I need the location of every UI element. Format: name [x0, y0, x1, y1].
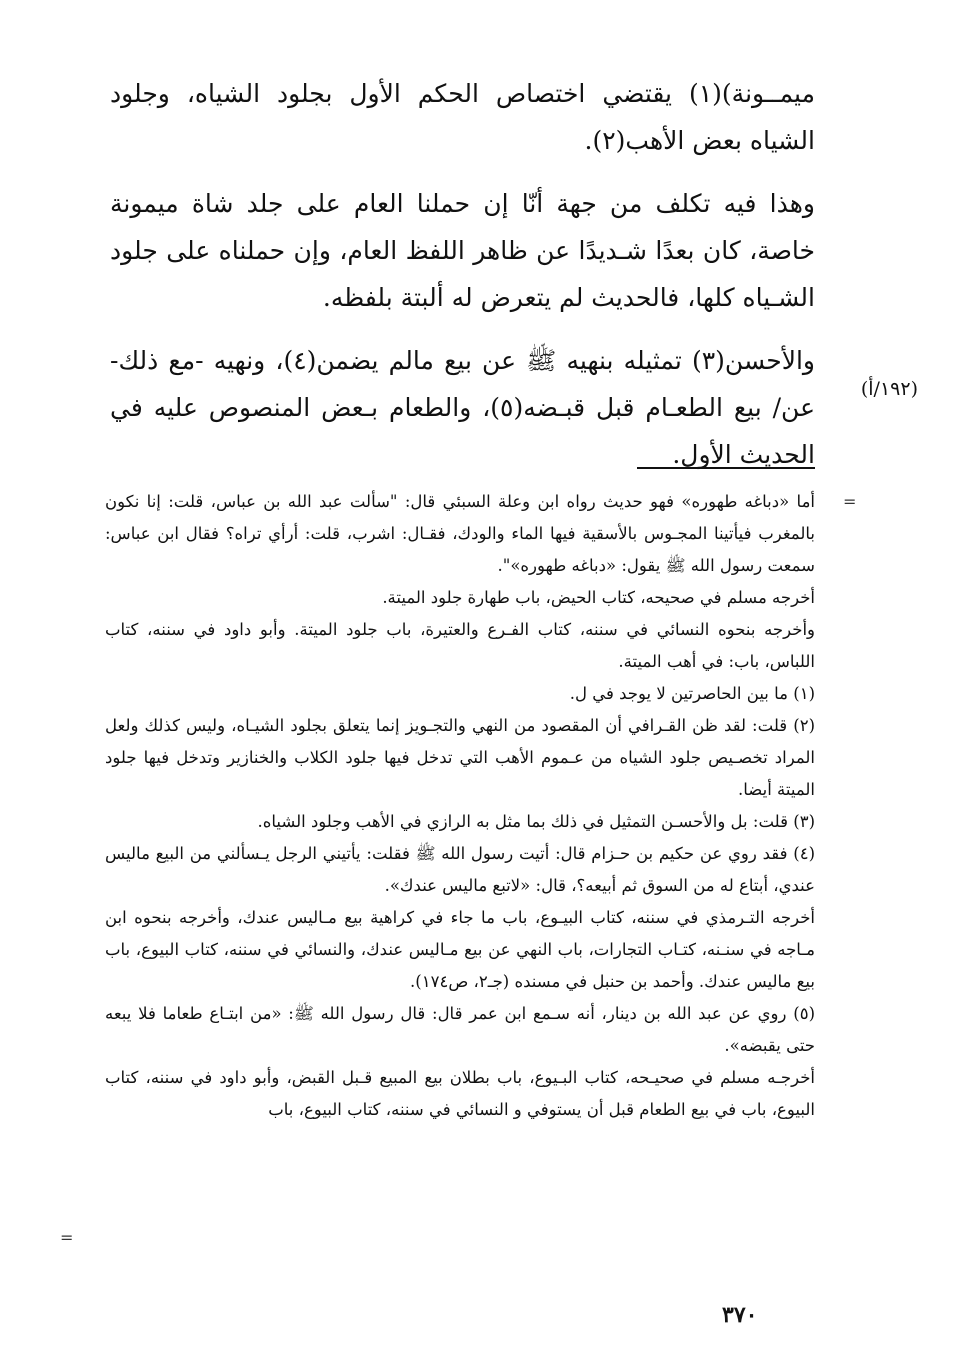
footnote: وأخرجه بنحوه النسائي في سننه، كتاب الفـرع والعتيرة، باب جلود الميتة. وأبو داود في سننه، كتاب اللباس، باب: في أهب الميتة. — [105, 620, 815, 671]
footnote: (١) ما بين الحاصرتين لا يوجد في ل. — [569, 684, 815, 703]
footnote: أخرجه مسلم في صحيحه، كتاب الحيض، باب طهارة جلود الميتة. — [382, 588, 815, 607]
footnote: أخرجـه مسلم في صحيـحه، كتاب البـيوع، باب بطلان بيع المبيع قـبل القبض، وأبو داود في سننه، كتاب البيوع، باب في بيع الطعام قبل أن يستوفي و النسائي في سننه، كتاب البيوع، باب — [105, 1068, 815, 1119]
main-text — [110, 70, 815, 494]
continuation-mark: = — [60, 1228, 74, 1247]
footnote: أما «دباغه طهوره» فهو حديث رواه ابن وعلة السبئي قال: "سألت عبد الله بن عباس، قلت: إنا نكون بالمغرب فيأتينا المجـوس بالأسقية فيها الماء والودك، فقـال: اشرب، قلت: أرأي تراه؟ فقال ابن عباس: سمعت رسول الله ﷺ يقول: «دباغه طهوره»". — [105, 492, 815, 575]
main-paragraph: والأحسن(٣) تمثيله بنهيه ﷺ عن بيع مالم يضمن(٤)، ونهيه -مع ذلك- عن/ بيع الطعـام قبل قبـضه(٥)، والطعام بـعض المنصوص عليه في الحديث الأول. — [110, 346, 815, 469]
footnote: (٢) قلت: لقد ظن القـرافي أن المقصود من النهي والتجـويز إنما يتعلق بجلود الشيـاه، وليس كذلك ولعل المراد تخصـيص جلود الشياه من عـموم الأهب التي تدخل فيها جلود الكلاب والخنازير وتدخل فيها جلود الميتة أيضا. — [105, 716, 815, 799]
footnote: أخرجه التـرمذي في سننه، كتاب البيـوع، باب ما جاء في كراهية بيع مـاليس عندك، وأخرجه بنحوه ابن مـاجه في سنـنه، كتـاب التجارات، باب النهي عن بيع مـاليس عندك، والنسائي في سننه، كتاب البيوع، باب بيع ماليس عندك. وأحمد بن حنبل في مسنده (جـ٢، ص١٧٤). — [105, 908, 815, 991]
footnote-separator — [637, 467, 815, 469]
folio-margin-note: (١٩٢/أ) — [860, 378, 918, 400]
continuation-mark: = — [843, 492, 857, 511]
page-number: ٣٧٠ — [722, 1302, 758, 1328]
main-paragraph: وهذا فيه تكلف من جهة أنّا إن حملنا العام على جلد شاة ميمونة خاصة، كان بعدًا شـديدًا عن ظاهر اللفظ العام، وإن حملناه على جلود الشـياه كلها، فالحديث لم يتعرض له ألبتة بلفظه. — [110, 189, 815, 312]
footnote: (٤) فقد روي عن حكيم بن حـزام قال: أتيت رسول الله ﷺ فقلت: يأتيني الرجل يـسألني من البيع ماليس عندي، أبتاع له من السوق ثم أبيعه؟، قال: «لاتبع ماليس عندك». — [105, 844, 815, 895]
footnote: (٥) روي عن عبد الله بن دينار، أنه سـمع ابن عمر قال: قال رسول الله ﷺ: «من ابتـاع طعاما فلا يبعه حتى يقبضه». — [105, 1004, 815, 1055]
footnotes — [105, 486, 815, 1126]
main-paragraph: ميمــونة)(١) يقتضي اختصاص الحكم الأول بجلود الشياه، وجلود الشياه بعض الأهب(٢). — [110, 79, 815, 155]
footnote: (٣) قلت: بل والأحسـن التمثيل في ذلك بما مثل به الرازي في الأهب وجلود الشياه. — [257, 812, 815, 831]
